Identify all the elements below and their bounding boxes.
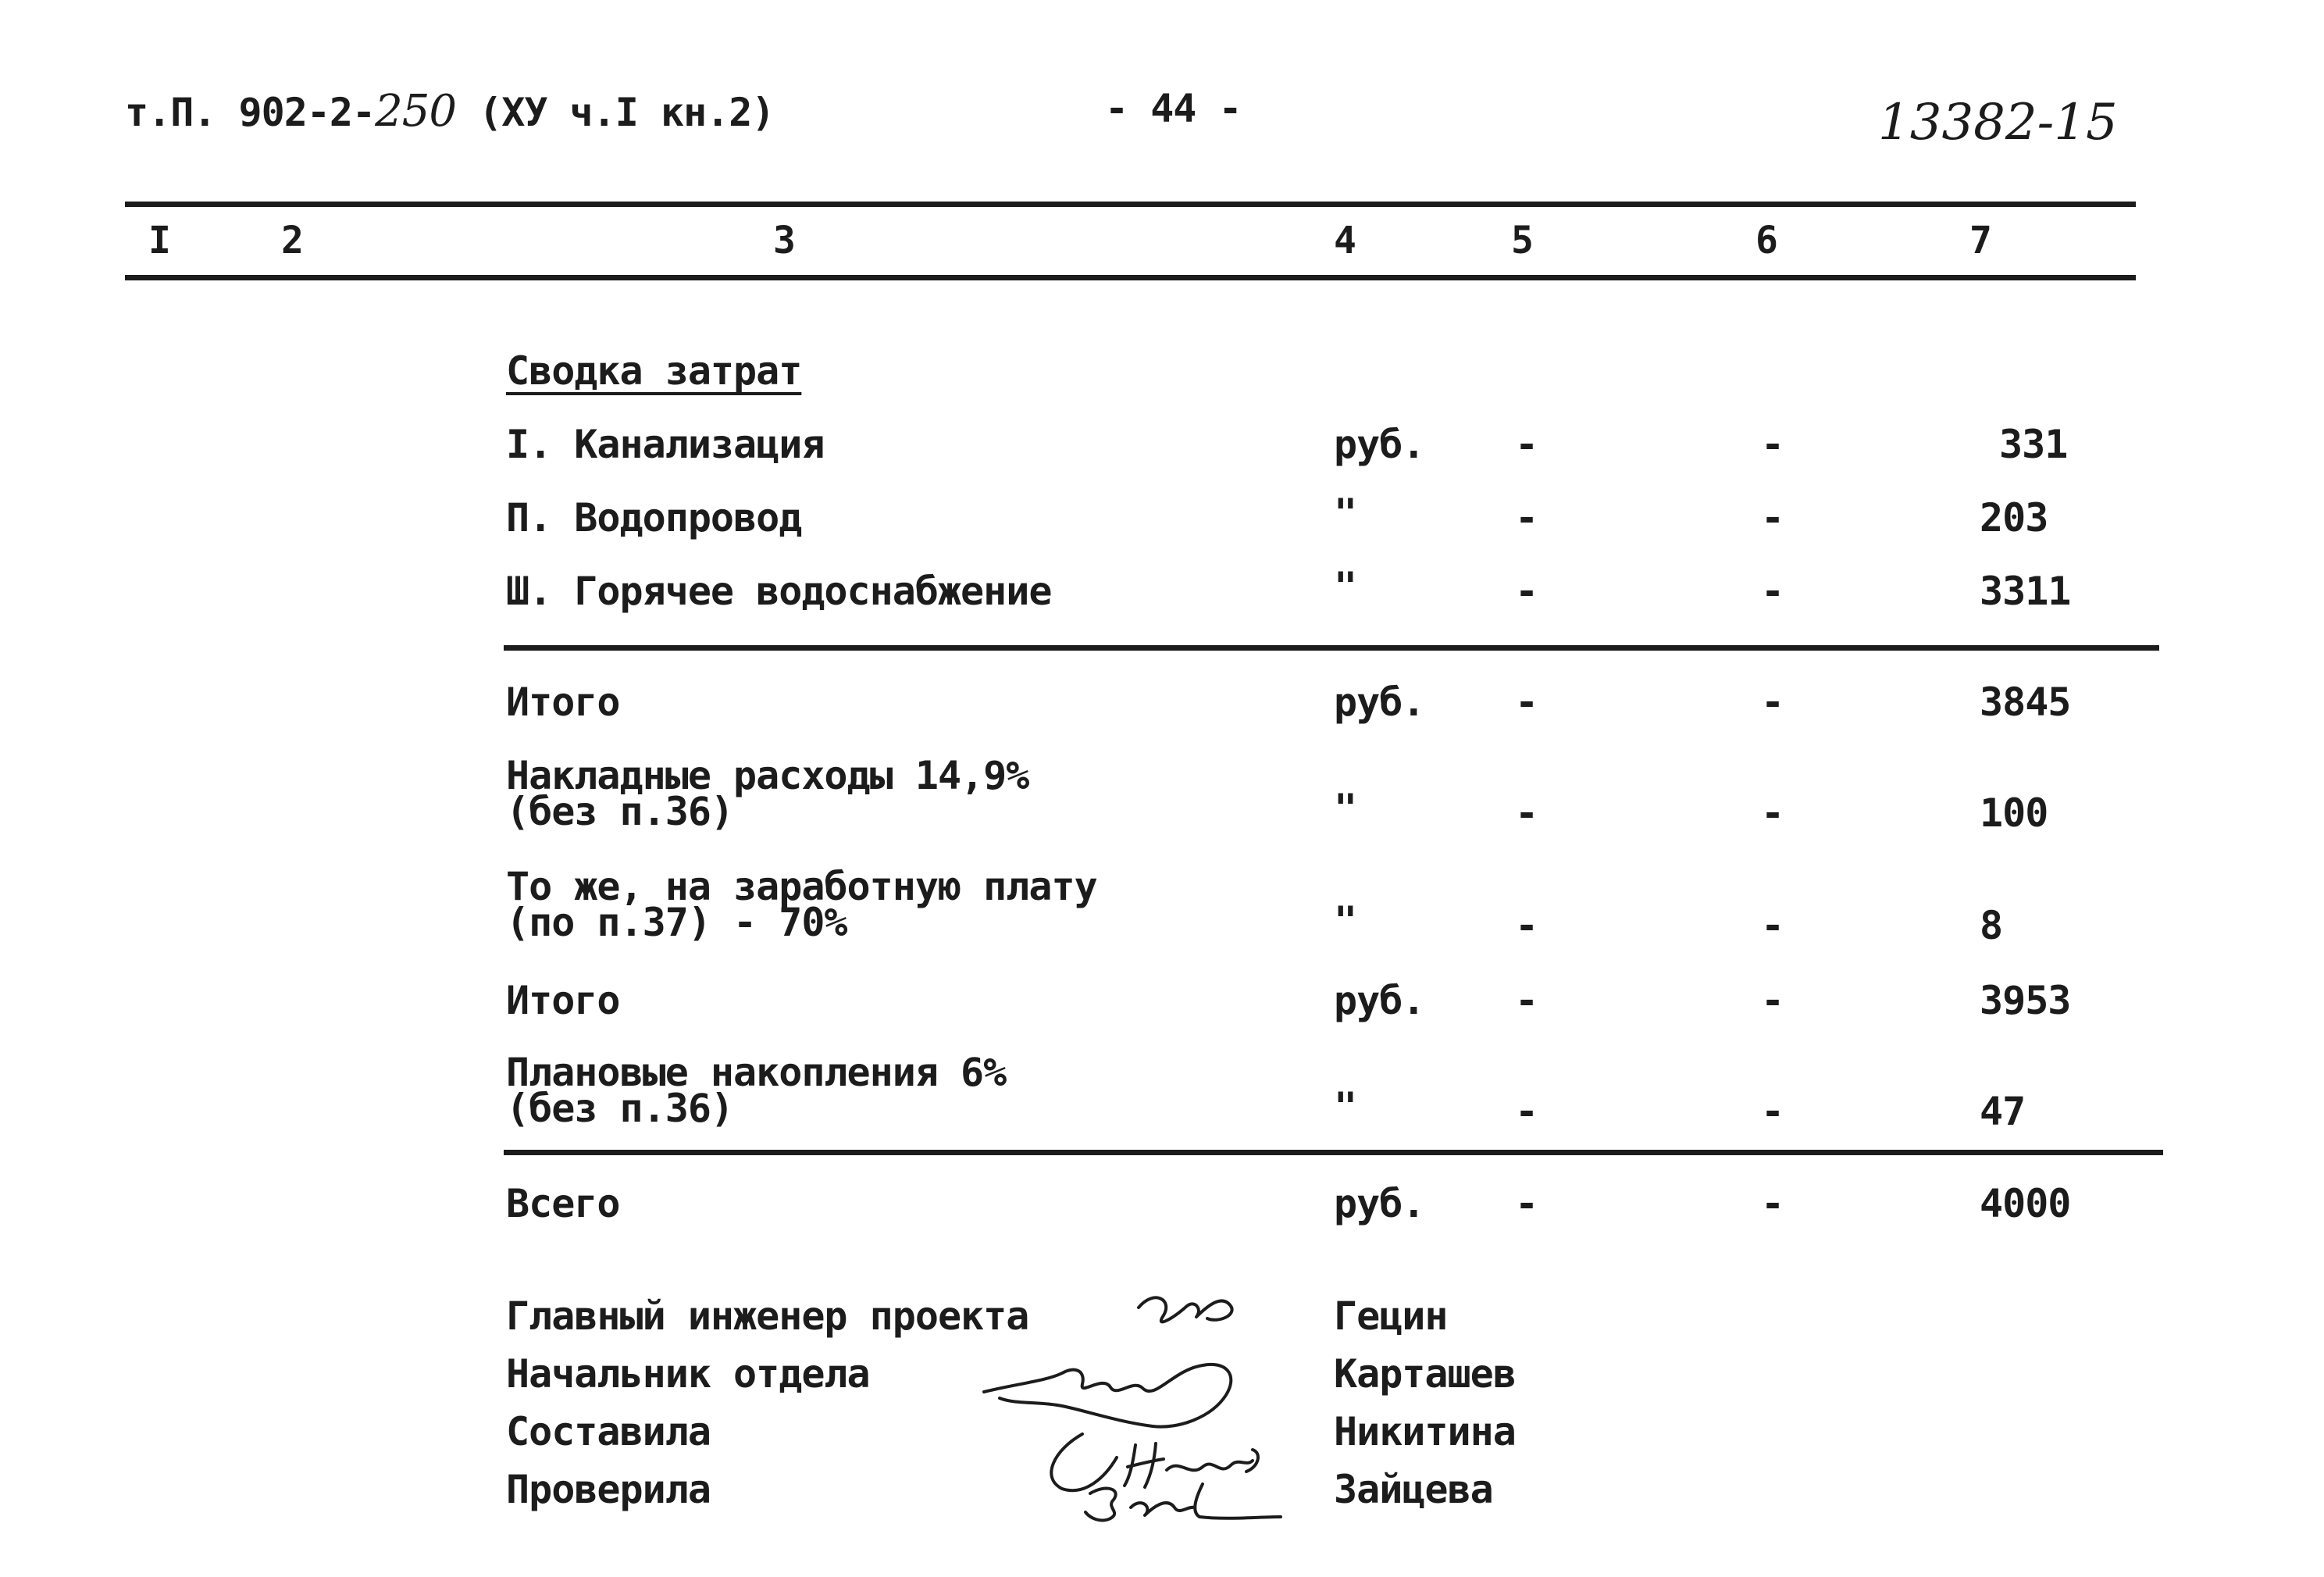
row-label: I. Канализация [506, 422, 825, 467]
column-header-2: 2 [281, 219, 304, 262]
subtotal-rule [504, 645, 2159, 651]
signature-kartashev [984, 1365, 1231, 1427]
row-value: 47 [1980, 1089, 2026, 1134]
row-unit: " [1334, 786, 1357, 831]
doc-code-suffix: (ХУ ч.I кн.2) [479, 90, 775, 135]
header-top-rule [125, 202, 2136, 207]
doc-code [125, 86, 774, 137]
row-label-line1: То же, на заработную плату [506, 864, 1097, 909]
row-value: 100 [1980, 790, 2048, 836]
row-label: П. Водопровод [506, 495, 802, 541]
row-label-multiline [506, 864, 1097, 945]
signature-zaitseva [1085, 1484, 1281, 1520]
signatory-position: Проверила [506, 1467, 711, 1512]
row-col5: - [1515, 680, 1538, 725]
column-header-1: I [148, 219, 171, 262]
row-value: 203 [1980, 495, 2048, 541]
signature-getsin [1139, 1297, 1232, 1322]
row-unit: руб. [1334, 422, 1425, 467]
row-label-line2: (без п.36) [506, 1086, 734, 1131]
signatory-position: Составила [506, 1409, 711, 1454]
row-col5: - [1515, 903, 1538, 948]
row-label-line2: (без п.36) [506, 789, 734, 834]
archive-number: 13382-15 [1878, 94, 2118, 152]
row-label-line1: Плановые накопления 6% [506, 1050, 1007, 1095]
row-value: 4000 [1980, 1181, 2071, 1226]
signature-nikitina [1051, 1434, 1258, 1490]
total-rule [504, 1150, 2163, 1155]
row-col6: - [1761, 495, 1784, 541]
column-header-6: 6 [1755, 219, 1778, 262]
row-label-multiline [506, 1050, 1007, 1131]
row-col5: - [1515, 569, 1538, 614]
row-label-line2: (по п.37) - 70% [506, 900, 847, 945]
signatory-name: Никитина [1334, 1409, 1516, 1454]
row-col6: - [1761, 680, 1784, 725]
row-unit: " [1334, 564, 1357, 609]
row-col5: - [1515, 1181, 1538, 1226]
row-label: Всего [506, 1181, 620, 1226]
row-label-line1: Накладные расходы 14,9% [506, 753, 1029, 798]
column-header-5: 5 [1511, 219, 1534, 262]
row-label: Итого [506, 978, 620, 1023]
row-col6: - [1761, 1089, 1784, 1134]
row-col6: - [1761, 903, 1784, 948]
doc-code-handwritten: 250 [375, 86, 457, 137]
row-unit: руб. [1334, 1181, 1425, 1226]
row-unit: " [1334, 491, 1357, 536]
signatory-name: Зайцева [1334, 1467, 1493, 1512]
row-unit: руб. [1334, 680, 1425, 725]
row-col6: - [1761, 422, 1784, 467]
row-col6: - [1761, 790, 1784, 836]
row-value: 3845 [1980, 680, 2071, 725]
row-unit: " [1334, 1084, 1357, 1129]
header-bottom-rule [125, 275, 2136, 280]
row-value: 3953 [1980, 978, 2071, 1023]
section-title: Сводка затрат [506, 348, 802, 394]
column-header-4: 4 [1334, 219, 1356, 262]
row-unit: руб. [1334, 978, 1425, 1023]
row-value: 3311 [1980, 569, 2071, 614]
row-col5: - [1515, 790, 1538, 836]
doc-code-prefix: т.П. 902-2- [125, 90, 376, 135]
row-col5: - [1515, 495, 1538, 541]
row-label-multiline [506, 753, 1029, 834]
signatory-position: Начальник отдела [506, 1351, 870, 1397]
row-col6: - [1761, 978, 1784, 1023]
signatory-name: Гецин [1334, 1293, 1448, 1339]
column-header-3: 3 [773, 219, 796, 262]
row-col5: - [1515, 978, 1538, 1023]
row-label: Ш. Горячее водоснабжение [506, 569, 1052, 614]
row-value: 331 [1999, 422, 2068, 467]
row-col6: - [1761, 1181, 1784, 1226]
row-label: Итого [506, 680, 620, 725]
row-col6: - [1761, 569, 1784, 614]
column-header-7: 7 [1969, 219, 1992, 262]
row-value: 8 [1980, 903, 2003, 948]
handwritten-signatures [968, 1273, 1328, 1523]
page-number: - 44 - [1105, 86, 1242, 131]
signatory-position: Главный инженер проекта [506, 1293, 1029, 1339]
row-unit: " [1334, 898, 1357, 944]
row-col5: - [1515, 422, 1538, 467]
signatory-name: Карташев [1334, 1351, 1516, 1397]
row-col5: - [1515, 1089, 1538, 1134]
